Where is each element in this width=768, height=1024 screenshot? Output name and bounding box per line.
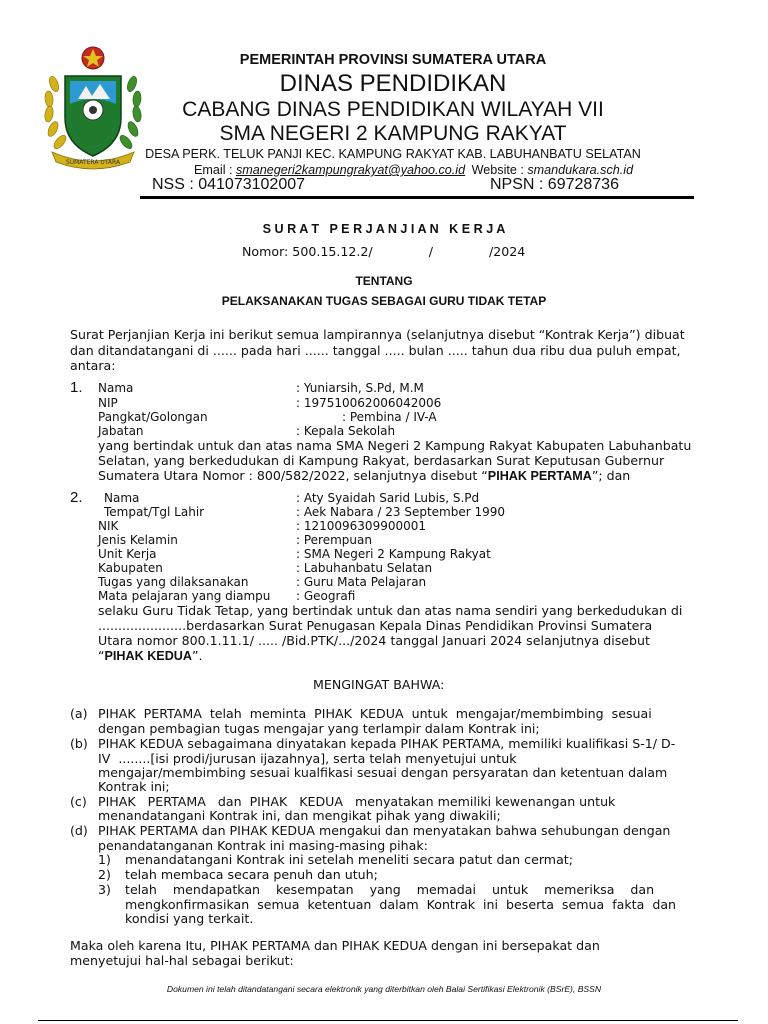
party-2-field-label: Tempat/Tgl Lahir [104, 505, 205, 519]
item-line: PIHAK PERTAMA dan PIHAK KEDUA mengakui dan menyatakan bahwa sehubungan dengan [98, 823, 671, 838]
header-line-2: DINAS PENDIDIKAN [279, 70, 507, 97]
subitem-line: mengkonfirmasikan semua ketentuan dalam Kontrak ini beserta semua fakta dan [125, 897, 677, 912]
header-line-1: PEMERINTAH PROVINSI SUMATERA UTARA [239, 52, 547, 68]
intro-line: dan ditandatangani di ...... pada hari ...... tanggal ..... bulan ..... tahun dua ribu dua puluh empat, [70, 343, 681, 358]
header-line-4: SMA NEGERI 2 KAMPUNG RAKYAT [219, 122, 567, 145]
party-1-desc-line: yang bertindak untuk dan atas nama SMA Negeri 2 Kampung Rakyat Kabupaten Labuhanbatu [98, 438, 692, 453]
subitem-line: kondisi yang terkait. [125, 911, 254, 926]
party-2-field-value: : 1210096309900001 [296, 519, 427, 533]
subitem-marker: 1) [98, 852, 111, 867]
pihak-pertama-term: PIHAK PERTAMA [487, 469, 592, 483]
party-2-field-label: NIK [98, 519, 119, 533]
party-1-field-value: : Kepala Sekolah [296, 424, 396, 438]
subitem-marker: 2) [98, 867, 111, 882]
letterhead-rule [140, 196, 694, 199]
party-1-field-label: Jabatan [98, 424, 144, 438]
closing-line: Maka oleh karena Itu, PIHAK PERTAMA dan PIHAK KEDUA dengan ini bersepakat dan [70, 938, 600, 953]
party-1-field-value: : Yuniarsih, S.Pd, M.M [296, 381, 424, 395]
tentang-label: TENTANG [355, 274, 413, 288]
item-line: PIHAK KEDUA sebagaimana dinyatakan kepada PIHAK PERTAMA, memiliki kualifikasi S-1/ D- [98, 736, 676, 751]
item-marker: (b) [70, 736, 88, 751]
subitem-marker: 3) [98, 882, 111, 897]
party-1-field-value: : 197510062006042006 [296, 396, 442, 410]
party-2-field-value: : Labuhanbatu Selatan [296, 561, 433, 575]
party-1-desc-text: Sumatera Utara Nomor : 800/582/2022, selanjutnya disebut “ [98, 468, 488, 483]
party-1-field-label: Nama [98, 381, 134, 395]
nss-number: NSS : 041073102007 [152, 176, 306, 193]
party-1-field-label: NIP [98, 396, 118, 410]
email-label: Email : [194, 163, 233, 177]
item-line: penandatanganan Kontrak ini masing-masing pihak: [98, 838, 428, 853]
document-subject: PELAKSANAKAN TUGAS SEBAGAI GURU TIDAK TETAP [221, 294, 547, 308]
party-2-field-value: : Aek Nabara / 23 September 1990 [296, 505, 506, 519]
svg-text:SUMATERA UTARA: SUMATERA UTARA [65, 159, 121, 166]
party-2-field-value: : Geografi [296, 589, 356, 603]
npsn-number: NPSN : 69728736 [490, 176, 619, 193]
party-1-desc-line: Selatan, yang berkedudukan di Kampung Rakyat, berdasarkan Surat Keputusan Gubernur [98, 453, 665, 468]
item-line: menandatangani Kontrak ini, dan mengikat pihak yang diwakili; [98, 808, 501, 823]
subitem-line: telah mendapatkan kesempatan yang memadai untuk memeriksa dan [125, 882, 655, 897]
header-contact [194, 163, 633, 177]
party-2-field-value: : SMA Negeri 2 Kampung Rakyat [296, 547, 491, 561]
item-line: IV ........[isi prodi/jurusan ijazahnya], serta telah menyetujui untuk [98, 751, 517, 766]
item-line: PIHAK PERTAMA telah meminta PIHAK KEDUA untuk mengajar/membimbing sesuai [98, 706, 652, 721]
footer-rule [38, 1020, 738, 1021]
party-1-desc-line [98, 468, 630, 483]
party-2-field-label: Kabupaten [98, 561, 163, 575]
item-line: mengajar/membimbing sesuai kualfikasi sesuai dengan persyaratan dan ketentuan dalam [98, 765, 668, 780]
item-line: PIHAK PERTAMA dan PIHAK KEDUA menyatakan memiliki kewenangan untuk [98, 794, 616, 809]
subitem-line: telah membaca secara penuh dan utuh; [125, 867, 378, 882]
e-signature-footer: Dokumen ini telah ditandatangani secara elektronik yang diterbitkan oleh Balai Sertifikasi Elektronik (BSrE), BSSN [166, 984, 602, 994]
party-2-desc-line: Utara nomor 800.1.11.1/ ..... /Bid.PTK/.../2024 tanggal Januari 2024 selanjutnya disebut [98, 633, 650, 648]
party-2-desc-tail: ”. [192, 648, 203, 663]
website-label: Website : [471, 163, 524, 177]
party-2-field-value: : Guru Mata Pelajaran [296, 575, 427, 589]
item-marker: (a) [70, 706, 88, 721]
party-2-field-value: : Aty Syaidah Sarid Lubis, S.Pd [296, 491, 480, 505]
item-line: dengan pembagian tugas mengajar yang terlampir dalam Kontrak ini; [98, 721, 540, 736]
party-2-desc-quote: “ [98, 648, 105, 663]
party-1-field-label: Pangkat/Golongan [98, 410, 208, 424]
website-link[interactable]: smandukara.sch.id [527, 163, 634, 177]
party-1-field-value: : Pembina / IV-A [342, 410, 437, 424]
party-1-desc-tail: ”; dan [591, 468, 631, 483]
party-2-desc-line: selaku Guru Tidak Tetap, yang bertindak untuk dan atas nama sendiri yang berkedudukan di [98, 603, 683, 618]
intro-line: Surat Perjanjian Kerja ini berikut semua lampirannya (selanjutnya disebut “Kontrak Kerja”) dibuat [70, 327, 685, 342]
header-line-3: CABANG DINAS PENDIDIKAN WILAYAH VII [182, 98, 604, 121]
party-2-desc-line [98, 648, 203, 663]
header-address: DESA PERK. TELUK PANJI KEC. KAMPUNG RAKYAT KAB. LABUHANBATU SELATAN [145, 147, 641, 161]
party-1-number: 1. [70, 379, 83, 396]
party-2-field-label: Nama [104, 491, 140, 505]
subitem-line: menandatangani Kontrak ini setelah meneliti secara patut dan cermat; [125, 852, 573, 867]
party-2-desc-line: ......................berdasarkan Surat Penugasan Kepala Dinas Pendidikan Provinsi Sumatera [98, 618, 653, 633]
party-2-field-value: : Perempuan [296, 533, 372, 547]
document-title: S U R A T P E R J A N J I A N K E R J A [262, 222, 506, 236]
party-2-field-label: Mata pelajaran yang diampu [98, 589, 271, 603]
document-number: Nomor: 500.15.12.2/ / /2024 [242, 244, 526, 259]
item-line: Kontrak ini; [98, 779, 170, 794]
party-2-number: 2. [70, 489, 83, 506]
party-2-field-label: Tugas yang dilaksanakan [98, 575, 249, 589]
item-marker: (d) [70, 823, 88, 838]
pihak-kedua-term: PIHAK KEDUA [104, 649, 192, 663]
item-marker: (c) [70, 794, 87, 809]
intro-line: antara: [70, 358, 116, 373]
mengingat-heading: MENGINGAT BAHWA: [313, 677, 445, 692]
email-link[interactable]: smanegeri2kampungrakyat@yahoo.co.id [236, 163, 466, 177]
party-2-field-label: Unit Kerja [98, 547, 157, 561]
closing-line: menyetujui hal-hal sebagai berikut: [70, 953, 294, 968]
party-2-field-label: Jenis Kelamin [98, 533, 178, 547]
